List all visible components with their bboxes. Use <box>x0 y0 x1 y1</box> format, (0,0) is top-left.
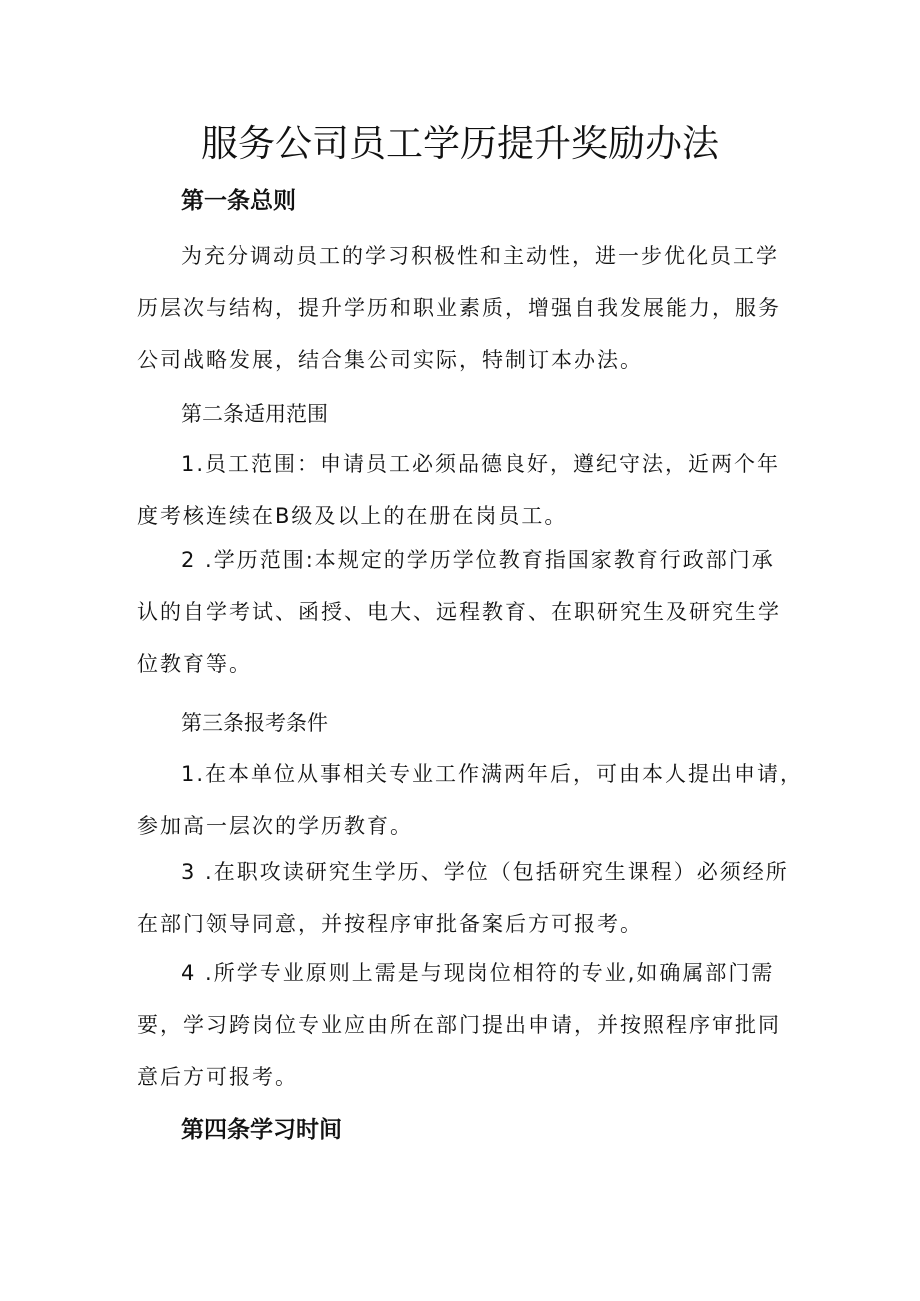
section-heading-conditions: 第三条报考条件 <box>181 711 328 735</box>
paragraph-line: 度考核连续在B级及以上的在册在岗员工。 <box>137 504 568 528</box>
paragraph-line: 2 .学历范围:本规定的学历学位教育指国家教育行政部门承 <box>181 548 775 572</box>
paragraph-line: 历层次与结构，提升学历和职业素质，增强自我发展能力，服务 <box>137 296 781 320</box>
paragraph-line: 公司战略发展，结合集公司实际，特制订本办法。 <box>137 348 643 372</box>
paragraph-condition-3 <box>137 846 797 950</box>
paragraph-general <box>137 230 797 386</box>
paragraph-condition-4 <box>137 947 797 1103</box>
paragraph-line: 为充分调动员工的学习积极性和主动性，进一步优化员工学 <box>181 244 779 268</box>
section-heading-scope: 第二条适用范围 <box>181 402 328 426</box>
paragraph-employee-scope <box>137 438 797 542</box>
paragraph-line: 意后方可报考。 <box>137 1065 298 1089</box>
paragraph-line: 位教育等。 <box>137 652 252 676</box>
paragraph-line: 在部门领导同意，并按程序审批备案后方可报考。 <box>137 912 643 936</box>
page-title: 服务公司员工学历提升奖励办法 <box>201 122 719 165</box>
paragraph-education-scope <box>137 534 797 690</box>
paragraph-line: 1.在本单位从事相关专业工作满两年后，可由本人提出申请， <box>181 762 804 786</box>
paragraph-line: 3 .在职攻读研究生学历、学位（包括研究生课程）必须经所 <box>181 860 789 884</box>
paragraph-line: 1.员工范围：申请员工必须品德良好，遵纪守法，近两个年 <box>181 452 781 476</box>
paragraph-line: 要，学习跨岗位专业应由所在部门提出申请，并按照程序审批同 <box>137 1013 781 1037</box>
paragraph-line: 认的自学考试、函授、电大、远程教育、在职研究生及研究生学 <box>137 600 781 624</box>
paragraph-line: 参加高一层次的学历教育。 <box>137 814 413 838</box>
section-heading-general: 第一条总则 <box>181 188 296 214</box>
paragraph-line: 4 .所学专业原则上需是与现岗位相符的专业,如确属部门需 <box>181 961 775 985</box>
paragraph-condition-1 <box>137 748 804 852</box>
section-heading-study-time: 第四条学习时间 <box>181 1117 342 1143</box>
